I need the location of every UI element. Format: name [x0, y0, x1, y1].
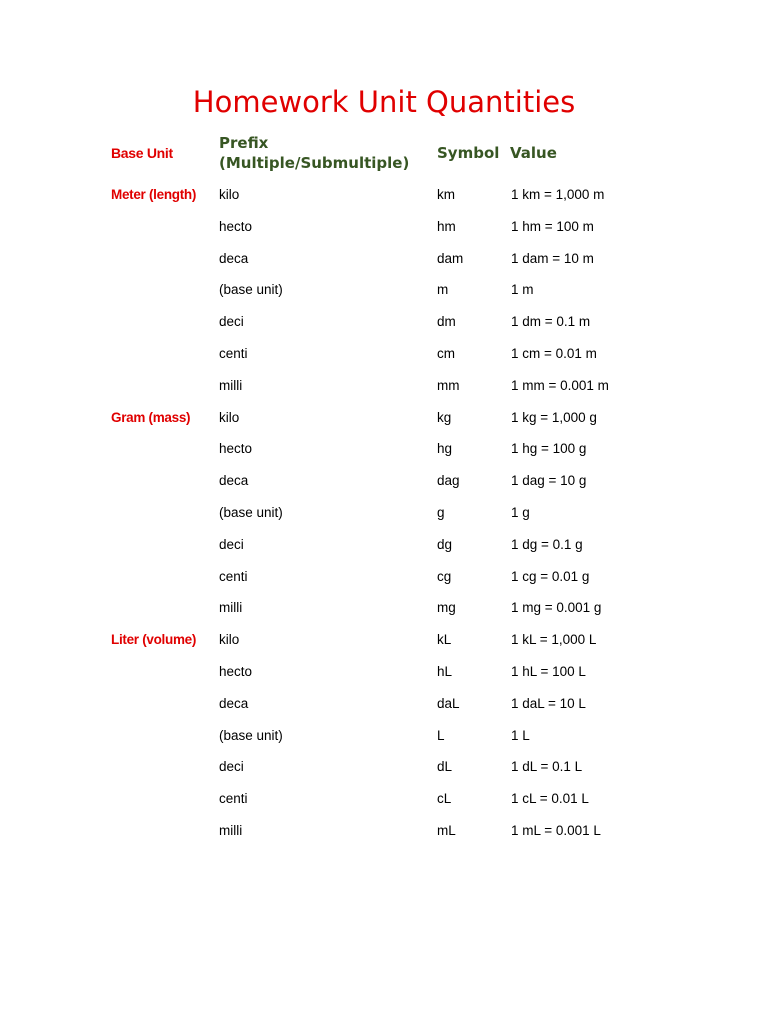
symbol-cell: g	[437, 504, 445, 520]
table-row	[0, 306, 768, 338]
table-row	[0, 465, 768, 497]
symbol-cell: daL	[437, 695, 460, 711]
page-title: Homework Unit Quantities	[192, 85, 576, 119]
value-cell: 1 L	[511, 727, 530, 743]
table-header	[0, 133, 768, 175]
header-prefix-line1: Prefix	[219, 134, 269, 152]
value-cell: 1 kL = 1,000 L	[511, 632, 597, 648]
table-row	[0, 370, 768, 402]
value-cell: 1 mL = 0.001 L	[511, 822, 601, 838]
header-symbol: Symbol	[437, 144, 500, 162]
value-cell: 1 g	[511, 504, 530, 520]
table-row	[0, 179, 768, 211]
table-row	[0, 497, 768, 529]
header-base-unit: Base Unit	[111, 145, 173, 161]
prefix-cell: deci	[219, 759, 244, 775]
symbol-cell: kL	[437, 632, 452, 648]
table-row	[0, 274, 768, 306]
value-cell: 1 m	[511, 282, 534, 298]
prefix-cell: milli	[219, 377, 243, 393]
symbol-cell: hm	[437, 218, 456, 234]
value-cell: 1 daL = 10 L	[511, 695, 586, 711]
prefix-cell: centi	[219, 568, 248, 584]
symbol-cell: dL	[437, 759, 453, 775]
base-unit-cell: Gram (mass)	[111, 409, 191, 425]
value-cell: 1 cg = 0.01 g	[511, 568, 590, 584]
prefix-cell: deci	[219, 314, 244, 330]
table-row	[0, 688, 768, 720]
header-prefix	[219, 133, 429, 173]
base-unit-cell: Meter (length)	[111, 187, 197, 202]
symbol-cell: km	[437, 187, 455, 202]
table-row	[0, 402, 768, 434]
table-row	[0, 592, 768, 624]
table-row	[0, 243, 768, 275]
table-body	[0, 179, 768, 847]
prefix-cell: kilo	[219, 187, 240, 202]
prefix-cell: (base unit)	[219, 504, 283, 520]
symbol-cell: kg	[437, 409, 452, 425]
table-row	[0, 783, 768, 815]
header-value: Value	[510, 144, 557, 162]
base-unit-cell: Liter (volume)	[111, 632, 197, 648]
prefix-cell: (base unit)	[219, 727, 283, 743]
prefix-cell: deca	[219, 695, 249, 711]
table-row	[0, 211, 768, 243]
value-cell: 1 hg = 100 g	[511, 441, 587, 457]
value-cell: 1 dm = 0.1 m	[511, 314, 591, 330]
prefix-cell: milli	[219, 600, 243, 616]
value-cell: 1 hL = 100 L	[511, 663, 586, 679]
prefix-cell: (base unit)	[219, 282, 283, 298]
prefix-cell: kilo	[219, 409, 240, 425]
prefix-cell: centi	[219, 345, 248, 361]
value-cell: 1 kg = 1,000 g	[511, 409, 597, 425]
prefix-cell: hecto	[219, 218, 253, 234]
symbol-cell: dm	[437, 314, 456, 330]
table-row	[0, 624, 768, 656]
prefix-cell: deca	[219, 250, 249, 266]
value-cell: 1 dag = 10 g	[511, 473, 587, 489]
symbol-cell: mg	[437, 600, 456, 616]
table-row	[0, 433, 768, 465]
value-cell: 1 dL = 0.1 L	[511, 759, 583, 775]
symbol-cell: m	[437, 282, 449, 298]
symbol-cell: cm	[437, 345, 455, 361]
symbol-cell: cL	[437, 791, 452, 807]
prefix-cell: milli	[219, 822, 243, 838]
symbol-cell: dam	[437, 250, 464, 266]
symbol-cell: L	[437, 727, 445, 743]
table-row	[0, 751, 768, 783]
prefix-cell: hecto	[219, 663, 253, 679]
value-cell: 1 km = 1,000 m	[511, 187, 605, 202]
prefix-cell: deca	[219, 473, 249, 489]
symbol-cell: hg	[437, 441, 453, 457]
value-cell: 1 dg = 0.1 g	[511, 536, 583, 552]
symbol-cell: mL	[437, 822, 456, 838]
table-row	[0, 720, 768, 752]
symbol-cell: cg	[437, 568, 452, 584]
table-row	[0, 338, 768, 370]
symbol-cell: dg	[437, 536, 453, 552]
prefix-cell: centi	[219, 791, 248, 807]
table-row	[0, 656, 768, 688]
prefix-cell: kilo	[219, 632, 240, 648]
table-row	[0, 529, 768, 561]
value-cell: 1 cm = 0.01 m	[511, 345, 597, 361]
value-cell: 1 hm = 100 m	[511, 218, 594, 234]
symbol-cell: dag	[437, 473, 460, 489]
table-row	[0, 561, 768, 593]
header-prefix-line2: (Multiple/Submultiple)	[219, 154, 410, 172]
table-row	[0, 815, 768, 847]
value-cell: 1 mm = 0.001 m	[511, 377, 609, 393]
prefix-cell: deci	[219, 536, 244, 552]
value-cell: 1 mg = 0.001 g	[511, 600, 602, 616]
value-cell: 1 dam = 10 m	[511, 250, 594, 266]
symbol-cell: hL	[437, 663, 453, 679]
prefix-cell: hecto	[219, 441, 253, 457]
symbol-cell: mm	[437, 377, 460, 393]
value-cell: 1 cL = 0.01 L	[511, 791, 589, 807]
